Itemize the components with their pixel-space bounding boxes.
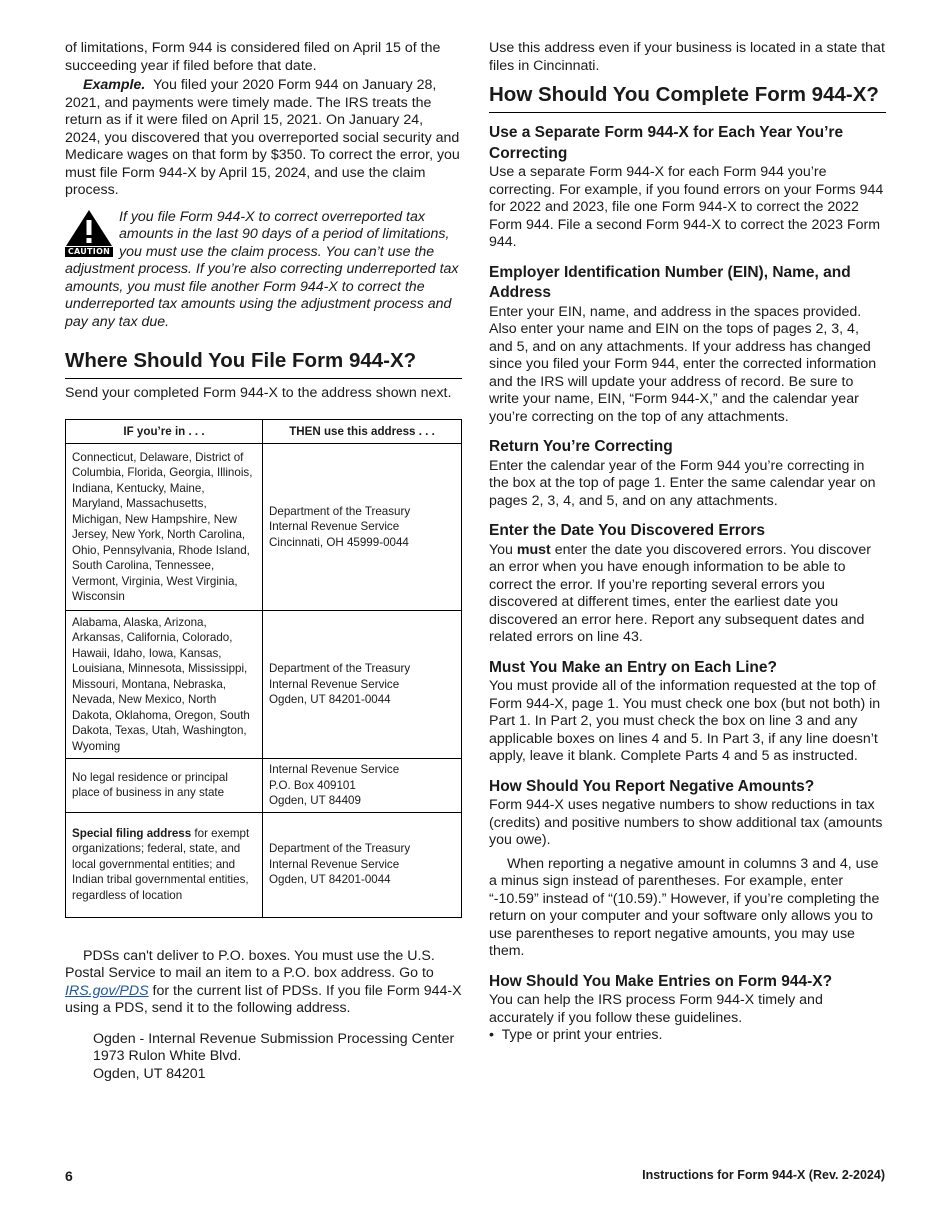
section-text: Enter your EIN, name, and address in the spaces provided. Also enter your name and EIN on the tops of pages 2, 3, 4, and 5, and on any attachments. If your address has changed since you filed your Form 944, enter the corrected information and the IRS will update your address of record. Be sure to write your name, EIN, “Form 944-X,” and the calendar year you’re correcting on the top of any attachments. (489, 303, 877, 425)
table-cell-address: Department of the Treasury Internal Revenue Service Cincinnati, OH 45999-0044 (263, 444, 462, 611)
special-filing-label: Special filing address (72, 826, 192, 840)
section-text: Enter the calendar year of the Form 944 you’re correcting in the box at the top of page 1. Enter the same calendar year on pages 2, 3, 4, and 5, and on any attachments. (489, 457, 876, 509)
list-item: • Type or print your entries. (489, 1027, 663, 1043)
pds-address-block (65, 1031, 462, 1084)
caution-note (65, 209, 462, 332)
section-text: Use a separate Form 944-X for each Form 944 you’re correcting. For example, if you found errors on your Forms 944 for 2022 and 2023, file one Form 944-X to correct the 2022 Form 944. File a second Form 944-X to correct the 2023 Form 944. (489, 164, 884, 250)
example-text: You filed your 2020 Form 944 on January 28, 2021, and payments were timely made. The IRS treats the return as if it were filed on April 15, 2021. On January 24, 2024, you discovered that you overreported social security and Medicare wages on that form by $350. To correct the error, you must file Form 944-X by April 15, 2024, and use the claim process. (65, 77, 460, 198)
pds-paragraph: PDSs can't deliver to P.O. boxes. You must use the U.S. Postal Service to mail an item to a P.O. box address. Go to IRS.gov/PDS for the current list of PDSs. If you file Form 944-X using a PDS, send it to the following address. (65, 947, 462, 1016)
bullet-icon: • (489, 1027, 494, 1043)
section-heading: Employer Identification Number (EIN), Name, and Address (489, 263, 851, 301)
table-cell-states: Special filing address for exempt organizations; federal, state, and local governmental entities; and Indian tribal governmental entities, regardless of location (66, 812, 263, 917)
table-cell-address: Department of the Treasury Internal Revenue Service Ogden, UT 84201-0044 (263, 611, 462, 759)
left-column (65, 40, 462, 1083)
pds-address-line: Ogden, UT 84201 (93, 1065, 206, 1082)
table-cell-address: Department of the Treasury Internal Revenue Service Ogden, UT 84201-0044 (263, 812, 462, 917)
table-cell-address: Internal Revenue Service P.O. Box 409101 Ogden, UT 84409 (263, 759, 462, 813)
where-text: Send your completed Form 944-X to the address shown next. (65, 385, 452, 401)
example-label: Example. (83, 77, 146, 93)
negative-text: Form 944-X uses negative numbers to show reductions in tax (credits) and positive numbers to show additional tax (amounts you owe). (489, 797, 883, 848)
negative-text: When reporting a negative amount in columns 3 and 4, use a minus sign instead of parentheses. For example, enter “-10.59” instead of “(10.59).” However, if you’re completing the return on your computer and your software only allows you to use parentheses to report negative amounts, you may use them. (489, 855, 880, 959)
page-number: 6 (65, 1168, 73, 1184)
right-column (489, 40, 886, 1045)
table-cell-states: Connecticut, Delaware, District of Columbia, Florida, Georgia, Illinois, Indiana, Kentucky, Maine, Maryland, Massachusetts, Michigan, New Hampshire, New Jersey, New York, North Carolina, Ohio, Pennsylvania, Rhode Island, South Carolina, Tennessee, Vermont, Virginia, West Virginia, Wisconsin (66, 444, 263, 611)
table-header-then: THEN use this address . . . (263, 419, 462, 444)
table-cell-states: Alabama, Alaska, Arizona, Arkansas, California, Colorado, Hawaii, Idaho, Iowa, Kansas, Louisiana, Minnesota, Mississippi, Missouri, Montana, Nebraska, Nevada, New Mexico, North Dakota, Oklahoma, Oregon, South Dakota, Texas, Utah, Washington, Wyoming (66, 611, 263, 759)
footer-title: Instructions for Form 944-X (Rev. 2-2024) (642, 1168, 885, 1182)
left-continued-paragraph: of limitations, Form 944 is considered filed on April 15 of the succeeding year if filed before that date. (65, 40, 441, 74)
caution-label: CAUTION (65, 247, 113, 257)
table-row (66, 611, 462, 759)
table-cell-states: No legal residence or principal place of business in any state (66, 759, 263, 813)
warning-triangle-icon (65, 209, 113, 247)
table-header-row (66, 419, 462, 444)
how-complete-heading: How Should You Complete Form 944-X? (489, 81, 886, 113)
pds-address-line: Ogden - Internal Revenue Submission Processing Center (93, 1030, 455, 1047)
example-paragraph (65, 77, 462, 200)
caution-text: If you file Form 944-X to correct overreported tax amounts in the last 90 days of a period of limitations, you must use the claim process. You can’t use the adjustment process. If you’re also correcting underreported tax amounts, you must file another Form 944-X to correct the underreported tax amounts using the adjustment process and pay any tax due. (65, 208, 459, 330)
table-row (66, 759, 462, 813)
negative-heading: How Should You Report Negative Amounts? (489, 777, 815, 795)
table-header-if: IF you’re in . . . (66, 419, 263, 444)
table-row (66, 812, 462, 917)
entries-text: You can help the IRS process Form 944-X timely and accurately if you follow these guidelines. (489, 992, 823, 1026)
entry-heading: Must You Make an Entry on Each Line? (489, 658, 777, 676)
filing-address-table (65, 419, 462, 918)
table-row (66, 444, 462, 611)
irs-pds-link[interactable]: IRS.gov/PDS (65, 982, 149, 999)
where-heading: Where Should You File Form 944-X? (65, 347, 462, 379)
discover-heading: Enter the Date You Discovered Errors (489, 522, 765, 539)
entries-heading: How Should You Make Entries on Form 944-X? (489, 972, 833, 990)
caution-icon (65, 209, 113, 257)
right-continued-paragraph: Use this address even if your business is located in a state that files in Cincinnati. (489, 40, 885, 74)
section-heading: Use a Separate Form 944-X for Each Year You’re Correcting (489, 124, 844, 162)
discover-text: You must enter the date you discovered errors. You discover an error when you have enough information to be able to correct the error. If you’re reporting several errors you discovered at different times, enter the earliest date you discovered an error here. Report any subsequent dates and related errors on line 43. (489, 541, 871, 645)
section-heading: Return You’re Correcting (489, 438, 673, 455)
entry-text: You must provide all of the information requested at the top of Form 944-X, page 1. You must check one box (but not both) in Part 1. In Part 2, you must check the box on line 3 and any applicable boxes on lines 4 and 5. In Part 3, if any line doesn’t apply, leave it blank. Complete Parts 4 and 5 as instructed. (489, 678, 881, 764)
pds-address-line: 1973 Rulon White Blvd. (93, 1048, 242, 1064)
